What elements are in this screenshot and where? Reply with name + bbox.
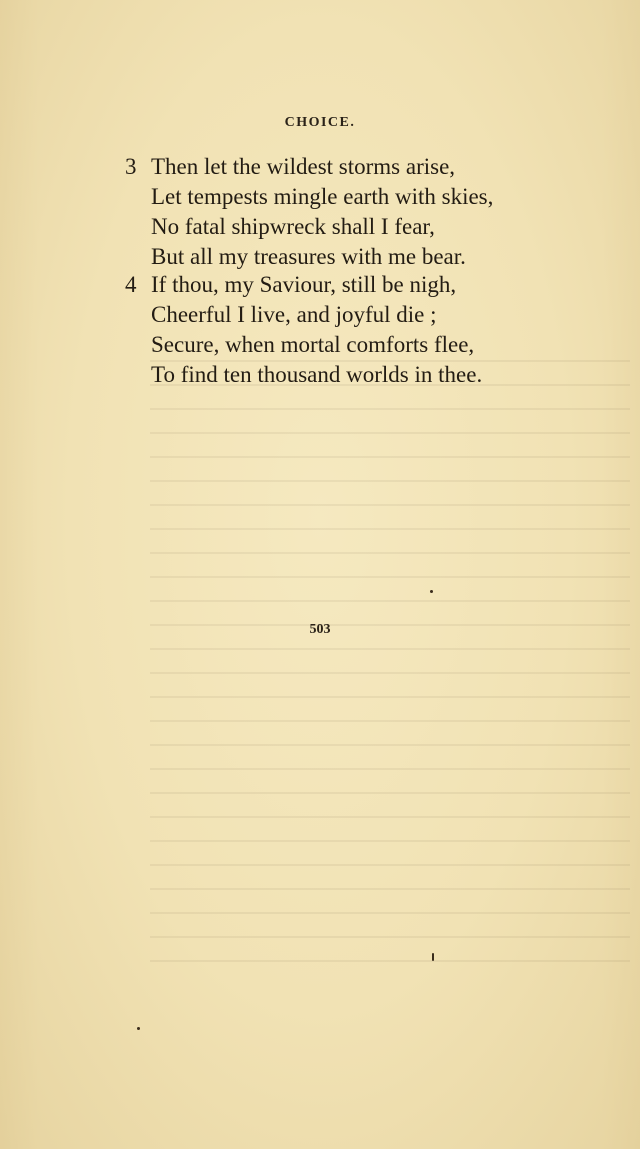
verse-number: 4 (125, 272, 137, 297)
verse-3 (125, 152, 493, 272)
reverse-side-show-through (150, 360, 630, 980)
verse-line: Then let the wildest storms arise, (151, 154, 456, 179)
verse-lines (151, 152, 493, 272)
verse-line: Let tempests mingle earth with skies, (151, 184, 494, 209)
paper-speck (432, 953, 434, 961)
verse-number: 3 (125, 154, 137, 179)
verse-line: To find ten thousand worlds in thee. (151, 362, 483, 387)
verse-line: No fatal shipwreck shall I fear, (151, 214, 435, 239)
paper-speck (137, 1027, 140, 1030)
verse-line: Secure, when mortal comforts flee, (151, 332, 475, 357)
verse-line: Cheerful I live, and joyful die ; (151, 302, 437, 327)
page-number: 503 (309, 622, 331, 637)
verse-4 (125, 270, 482, 390)
verse-line: But all my treasures with me bear. (151, 244, 466, 269)
verse-lines (151, 270, 482, 390)
verse-line: If thou, my Saviour, still be nigh, (151, 272, 457, 297)
paper-speck (430, 590, 433, 593)
page-header-title: CHOICE. (284, 115, 356, 130)
